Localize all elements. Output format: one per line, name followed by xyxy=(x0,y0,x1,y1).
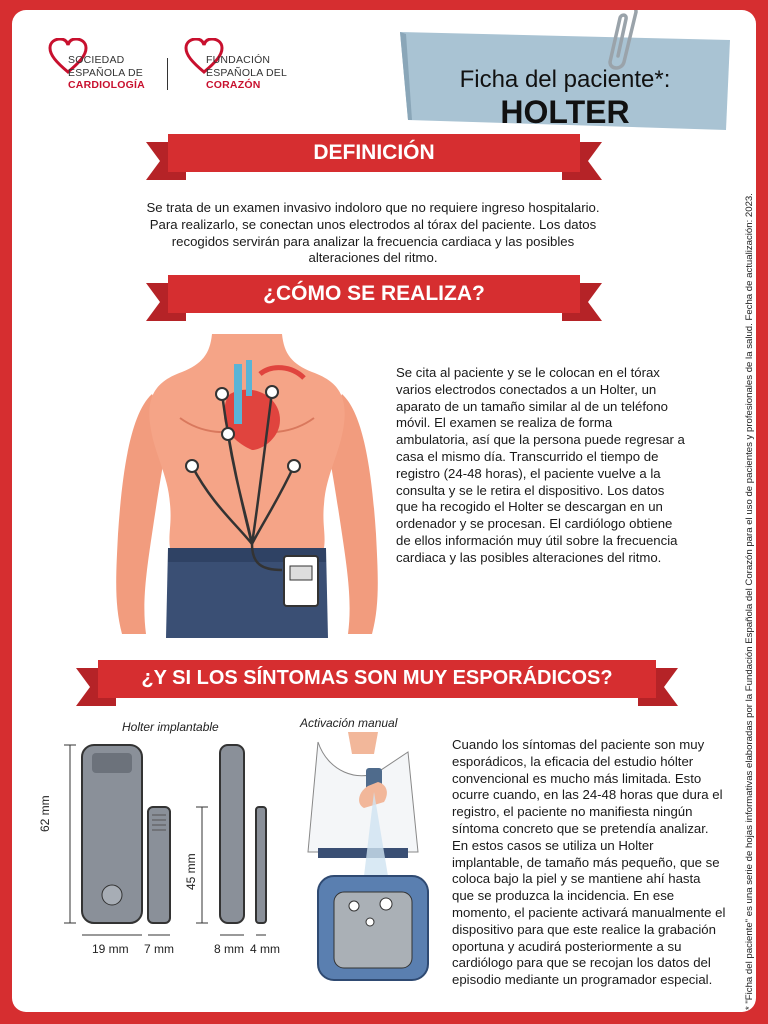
fec-line1: FUNDACIÓN xyxy=(206,54,271,66)
manual-activation-illustration xyxy=(298,732,448,982)
sec-line3: CARDIOLOGÍA xyxy=(68,79,145,91)
dim-8mm: 8 mm xyxy=(214,942,244,956)
sidebar-footnote: * "Ficha del paciente" es una serie de hojas informativas elaboradas por la Fundación Española del Corazón para el uso de pacientes y profesionales de la salud. Fecha de actualización: 2023. xyxy=(744,193,755,1010)
implantable-holter-diagram xyxy=(52,735,302,945)
ribbon-esporadicos xyxy=(76,660,678,710)
como-text: Se cita al paciente y se le colocan en el tórax varios electrodos conectados a un Holter, un aparato de un tamaño similar al de un teléfono móvil. El examen se realiza de forma ambulatoria, así que la persona puede regresar a casa el mismo día. Transcurrido el tiempo de registro (24-48 horas), el paciente vuelve a la consulta y se le retira el dispositivo. Los datos que ha recogido el Holter se descargan en un ordenador y se procesan. El cardiólogo obtiene de ellos información muy útil sobre la frecuencia cardiaca y las posibles alteraciones del ritmo. xyxy=(396,365,685,565)
heading-como: ¿CÓMO SE REALIZA? xyxy=(263,282,485,305)
title-panel xyxy=(400,32,728,130)
esporadicos-text: Cuando los síntomas del paciente son muy esporádicos, la eficacia del estudio hólter convencional es mucho más limitada. Esto ocurre cuando, en las 24-48 horas que dura el registro, el paciente no manifiesta ningún síntoma concreto que se pretendía analizar. En estos casos se utiliza un Holter implantable, de tamaño más pequeño, que se coloca bajo la piel y se mantiene ahí hasta que se produzca la incidencia. En ese momento, el paciente activará manualmente el dispositivo para que este realice la grabación oportuna y acudirá posteriormente a su cardiólogo para que se recojan los datos del episodio mediante un programador especial. xyxy=(452,737,726,988)
fec-line2: ESPAÑOLA DEL xyxy=(206,66,287,79)
caption-manual: Activación manual xyxy=(300,716,398,730)
fec-logo xyxy=(184,38,304,98)
sec-line2: ESPAÑOLA DE xyxy=(68,66,143,79)
dim-4mm: 4 mm xyxy=(250,942,280,956)
heading-esporadicos: ¿Y SI LOS SÍNTOMAS SON MUY ESPORÁDICOS? xyxy=(141,667,613,689)
caption-implantable: Holter implantable xyxy=(122,720,219,734)
fec-line3: CORAZÓN xyxy=(206,79,261,91)
fact-sheet xyxy=(12,10,756,1012)
heading-definicion: DEFINICIÓN xyxy=(313,141,435,164)
sec-logo xyxy=(48,38,168,98)
dim-45mm: 45 mm xyxy=(184,853,198,890)
ribbon-como xyxy=(146,275,602,325)
title-line1: Ficha del paciente*: xyxy=(459,66,671,93)
ribbon-definicion xyxy=(146,134,602,184)
logo-divider xyxy=(167,58,168,90)
dim-7mm: 7 mm xyxy=(144,942,174,956)
dim-19mm: 19 mm xyxy=(92,942,129,956)
dim-62mm: 62 mm xyxy=(38,795,52,832)
sec-line1: SOCIEDAD xyxy=(68,54,125,66)
title-line2: HOLTER xyxy=(500,94,630,130)
definicion-text: Se trata de un examen invasivo indoloro que no requiere ingreso hospitalario. Para realizarlo, se conectan unos electrodos al tórax del paciente. Los datos recogidos servirán para analizar la frecuencia cardiaca y las posibles alteraciones del ritmo. xyxy=(146,200,600,266)
torso-illustration xyxy=(112,334,382,638)
